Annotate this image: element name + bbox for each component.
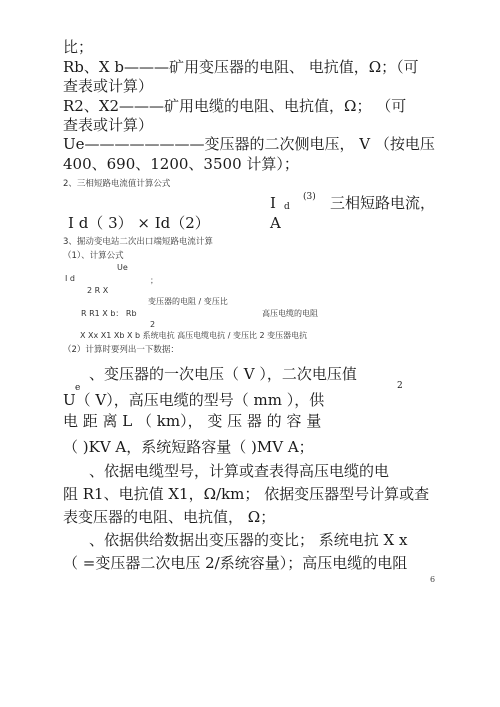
formula-text: 变压器的电阻 / 变压比 bbox=[148, 297, 228, 306]
formula-text: 高压电缆的电阻 bbox=[262, 309, 318, 318]
text-line: 、依据供给数据出变压器的变比； 系统电抗 X x bbox=[89, 531, 408, 549]
formula-line: I d（ 3） × Id（2） bbox=[68, 214, 210, 232]
text-line: A bbox=[270, 214, 281, 232]
text-line: U（ V），高压电缆的型号（ mm ），供 bbox=[63, 391, 325, 409]
text-line: 400、690、1200、3500 计算）； bbox=[63, 155, 299, 173]
formula-symbol: I bbox=[270, 194, 276, 212]
formula-text: 2 bbox=[150, 320, 156, 329]
formula-superscript: e bbox=[75, 383, 81, 393]
page-number: 6 bbox=[430, 575, 436, 584]
text-line: 查表或计算） bbox=[63, 116, 154, 134]
text-line: 、变压器的一次电压（ V ），二次电压值 bbox=[89, 365, 357, 383]
text-line: R2、X2———矿用电缆的电阻、电抗值，Ω； （可 bbox=[63, 97, 407, 115]
formula-text: I d bbox=[65, 274, 75, 283]
formula-text: 2 R X bbox=[87, 286, 109, 295]
text-line: （ )KV A，系统短路容量（ )MV A； bbox=[63, 438, 314, 456]
formula-text: X Xx X1 Xb X b 系统电抗 高压电缆电抗 / 变压比 2 变压器电抗 bbox=[80, 331, 308, 340]
text-line: Ue————————变压器的二次侧电压， V （按电压 bbox=[63, 135, 435, 153]
sub-heading: （1）、计算公式 bbox=[63, 251, 124, 261]
text-line: 电 距 离 L （ km）， 变 压 器 的 容 量 bbox=[63, 412, 322, 430]
text-line: 、依据电缆型号，计算或查表得高压电缆的电 bbox=[89, 462, 390, 480]
text-line: 比； bbox=[63, 38, 94, 56]
sub-heading: （2）计算时要列出一下数据： bbox=[63, 345, 179, 355]
text-line: 阻 R1、电抗值 X1，Ω/km； 依据变压器型号计算或查 bbox=[63, 485, 430, 503]
text-line: 表变压器的电阻、电抗值， Ω； bbox=[63, 508, 276, 526]
section-heading: 2、三相短路电流值计算公式 bbox=[63, 179, 171, 189]
formula-superscript: 2 bbox=[397, 381, 403, 391]
formula-subscript: d bbox=[284, 202, 290, 212]
formula-text: R R1 X b： Rb bbox=[81, 309, 137, 318]
text-line: （ =变压器二次电压 2/系统容量）；高压电缆的电阻 bbox=[63, 554, 408, 572]
formula-text: ； bbox=[150, 276, 158, 285]
text-line: 三相短路电流， bbox=[330, 194, 436, 212]
formula-superscript: (3) bbox=[303, 192, 316, 202]
text-line: 查表或计算） bbox=[63, 77, 154, 95]
text-line: Rb、X b———矿用变压器的电阻、 电抗值，Ω；（可 bbox=[63, 58, 419, 76]
formula-text: Ue bbox=[117, 263, 128, 272]
section-heading: 3、掘动变电站二次出口端短路电流计算 bbox=[63, 237, 213, 247]
